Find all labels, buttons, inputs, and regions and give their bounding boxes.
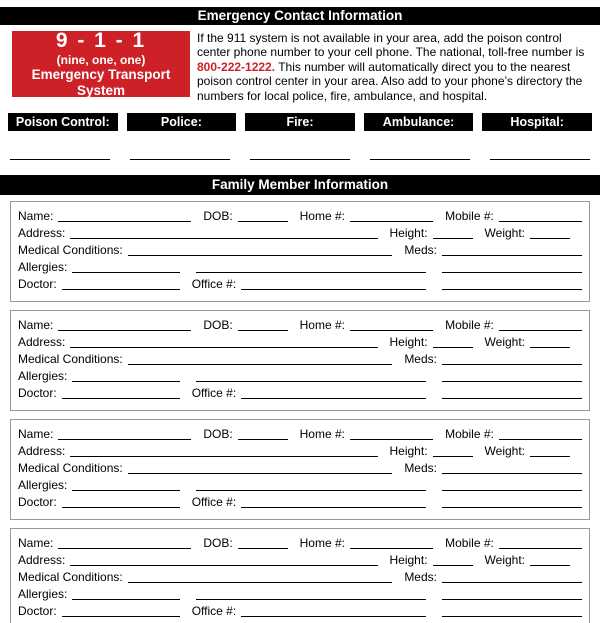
allergies-continuation-blank-line xyxy=(196,596,426,600)
poison-control-phone-number: 800-222-1222. xyxy=(197,59,276,74)
doctor-blank-line xyxy=(62,613,180,617)
mobile-phone-blank-line xyxy=(499,218,582,222)
address-height-weight-row xyxy=(18,551,582,568)
office-phone-blank-line xyxy=(241,613,426,617)
name-blank-line xyxy=(58,218,191,222)
address-blank-line xyxy=(70,562,377,566)
meds-label: Meds: xyxy=(404,570,437,585)
dob-label: DOB: xyxy=(203,318,233,333)
height-blank-line xyxy=(433,562,473,566)
meds-blank-line xyxy=(442,579,582,583)
medical-conditions-meds-row xyxy=(18,241,582,258)
allergies-label: Allergies: xyxy=(18,260,68,275)
name-dob-phone-row xyxy=(18,425,582,442)
allergies-continuation-blank-line xyxy=(196,487,426,491)
medical-conditions-blank-line xyxy=(128,579,393,583)
police-blank-line xyxy=(130,151,230,160)
meds-blank-line xyxy=(442,252,582,256)
dob-label: DOB: xyxy=(203,209,233,224)
office-phone-label: Office #: xyxy=(191,495,237,510)
height-label: Height: xyxy=(389,444,428,459)
intro-paragraph xyxy=(197,31,588,103)
emergency-contact-labels-row xyxy=(8,113,592,131)
doctor-office-row xyxy=(18,275,582,292)
medical-conditions-meds-row xyxy=(18,568,582,585)
meds-continuation-blank-line xyxy=(442,596,582,600)
allergies-row xyxy=(18,476,582,493)
family-member-section xyxy=(10,528,590,623)
page-title: Emergency Contact Information xyxy=(0,7,600,25)
dob-label: DOB: xyxy=(203,536,233,551)
name-dob-phone-row xyxy=(18,207,582,224)
meds-continuation-blank-line xyxy=(442,487,582,491)
fire-label: Fire: xyxy=(245,113,355,131)
family-member-section xyxy=(10,201,590,302)
weight-label: Weight: xyxy=(484,335,525,350)
home-phone-blank-line xyxy=(350,218,433,222)
ambulance-blank-line xyxy=(370,151,470,160)
address-blank-line xyxy=(70,453,377,457)
meds-label: Meds: xyxy=(404,243,437,258)
mobile-phone-blank-line xyxy=(499,327,582,331)
allergies-label: Allergies: xyxy=(18,369,68,384)
intro-text-before: If the 911 system is not available in your area, add the poison control center phone number to your cell phone. The national, toll-free number is xyxy=(197,31,585,60)
meds-continuation-blank-line-2 xyxy=(442,286,582,290)
medical-conditions-label: Medical Conditions: xyxy=(18,461,123,476)
mobile-phone-label: Mobile #: xyxy=(445,209,494,224)
medical-conditions-meds-row xyxy=(18,350,582,367)
intro-text-after: This number will automatically direct you to the nearest poison control center in your area. Also add to your phone’s directory the numbers for local police, fire, ambulance, and hospital. xyxy=(197,59,583,103)
meds-continuation-blank-line xyxy=(442,269,582,273)
intro-section xyxy=(12,31,588,103)
name-blank-line xyxy=(58,436,191,440)
allergies-row xyxy=(18,585,582,602)
dob-label: DOB: xyxy=(203,427,233,442)
address-height-weight-row xyxy=(18,442,582,459)
allergies-blank-line xyxy=(72,487,180,491)
mobile-phone-blank-line xyxy=(499,545,582,549)
medical-conditions-label: Medical Conditions: xyxy=(18,352,123,367)
name-blank-line xyxy=(58,327,191,331)
dob-blank-line xyxy=(238,436,288,440)
allergies-label: Allergies: xyxy=(18,478,68,493)
meds-blank-line xyxy=(442,361,582,365)
address-blank-line xyxy=(70,235,377,239)
mobile-phone-blank-line xyxy=(499,436,582,440)
doctor-office-row xyxy=(18,493,582,510)
poison-control-label: Poison Control: xyxy=(8,113,118,131)
poison-control-blank-line xyxy=(10,151,110,160)
family-member-section xyxy=(10,310,590,411)
name-label: Name: xyxy=(18,536,54,551)
police-label: Police: xyxy=(127,113,237,131)
weight-label: Weight: xyxy=(484,553,525,568)
office-phone-label: Office #: xyxy=(191,604,237,619)
911-number: 9 - 1 - 1 xyxy=(55,29,147,52)
family-member-section xyxy=(10,419,590,520)
address-height-weight-row xyxy=(18,333,582,350)
home-phone-label: Home #: xyxy=(299,536,345,551)
medical-conditions-meds-row xyxy=(18,459,582,476)
doctor-label: Doctor: xyxy=(18,604,57,619)
height-blank-line xyxy=(433,235,473,239)
weight-blank-line xyxy=(530,562,570,566)
allergies-row xyxy=(18,367,582,384)
hospital-blank-line xyxy=(490,151,590,160)
allergies-blank-line xyxy=(72,269,180,273)
medical-conditions-blank-line xyxy=(128,470,393,474)
address-blank-line xyxy=(70,344,377,348)
home-phone-blank-line xyxy=(350,327,433,331)
mobile-phone-label: Mobile #: xyxy=(445,318,494,333)
meds-continuation-blank-line-2 xyxy=(442,613,582,617)
address-label: Address: xyxy=(18,553,66,568)
home-phone-blank-line xyxy=(350,545,433,549)
doctor-office-row xyxy=(18,602,582,619)
doctor-blank-line xyxy=(62,395,180,399)
mobile-phone-label: Mobile #: xyxy=(445,536,494,551)
address-label: Address: xyxy=(18,444,66,459)
name-blank-line xyxy=(58,545,191,549)
allergies-blank-line xyxy=(72,596,180,600)
dob-blank-line xyxy=(238,218,288,222)
allergies-label: Allergies: xyxy=(18,587,68,602)
address-height-weight-row xyxy=(18,224,582,241)
office-phone-label: Office #: xyxy=(191,386,237,401)
meds-continuation-blank-line xyxy=(442,378,582,382)
address-label: Address: xyxy=(18,335,66,350)
allergies-continuation-blank-line xyxy=(196,269,426,273)
fire-blank-line xyxy=(250,151,350,160)
911-pronunciation: (nine, one, one) xyxy=(56,53,146,67)
meds-continuation-blank-line-2 xyxy=(442,504,582,508)
medical-conditions-label: Medical Conditions: xyxy=(18,243,123,258)
medical-conditions-blank-line xyxy=(128,361,393,365)
weight-label: Weight: xyxy=(484,226,525,241)
weight-label: Weight: xyxy=(484,444,525,459)
doctor-label: Doctor: xyxy=(18,277,57,292)
home-phone-label: Home #: xyxy=(299,318,345,333)
weight-blank-line xyxy=(530,235,570,239)
ambulance-label: Ambulance: xyxy=(364,113,474,131)
medical-conditions-blank-line xyxy=(128,252,393,256)
doctor-label: Doctor: xyxy=(18,495,57,510)
doctor-office-row xyxy=(18,384,582,401)
allergies-row xyxy=(18,258,582,275)
medical-conditions-label: Medical Conditions: xyxy=(18,570,123,585)
office-phone-blank-line xyxy=(241,395,426,399)
height-label: Height: xyxy=(389,553,428,568)
name-label: Name: xyxy=(18,209,54,224)
weight-blank-line xyxy=(530,344,570,348)
doctor-blank-line xyxy=(62,504,180,508)
meds-continuation-blank-line-2 xyxy=(442,395,582,399)
office-phone-blank-line xyxy=(241,286,426,290)
office-phone-label: Office #: xyxy=(191,277,237,292)
office-phone-blank-line xyxy=(241,504,426,508)
height-label: Height: xyxy=(389,226,428,241)
dob-blank-line xyxy=(238,327,288,331)
name-dob-phone-row xyxy=(18,534,582,551)
height-label: Height: xyxy=(389,335,428,350)
meds-blank-line xyxy=(442,470,582,474)
family-member-sections xyxy=(10,201,590,623)
name-label: Name: xyxy=(18,318,54,333)
weight-blank-line xyxy=(530,453,570,457)
hospital-label: Hospital: xyxy=(482,113,592,131)
home-phone-blank-line xyxy=(350,436,433,440)
family-member-information-title: Family Member Information xyxy=(0,175,600,195)
address-label: Address: xyxy=(18,226,66,241)
height-blank-line xyxy=(433,453,473,457)
allergies-continuation-blank-line xyxy=(196,378,426,382)
meds-label: Meds: xyxy=(404,461,437,476)
mobile-phone-label: Mobile #: xyxy=(445,427,494,442)
home-phone-label: Home #: xyxy=(299,209,345,224)
911-caption: Emergency Transport System xyxy=(31,67,171,98)
home-phone-label: Home #: xyxy=(299,427,345,442)
emergency-contact-blank-lines-row xyxy=(10,151,590,160)
dob-blank-line xyxy=(238,545,288,549)
doctor-blank-line xyxy=(62,286,180,290)
911-badge xyxy=(12,31,190,97)
name-label: Name: xyxy=(18,427,54,442)
height-blank-line xyxy=(433,344,473,348)
name-dob-phone-row xyxy=(18,316,582,333)
doctor-label: Doctor: xyxy=(18,386,57,401)
allergies-blank-line xyxy=(72,378,180,382)
meds-label: Meds: xyxy=(404,352,437,367)
